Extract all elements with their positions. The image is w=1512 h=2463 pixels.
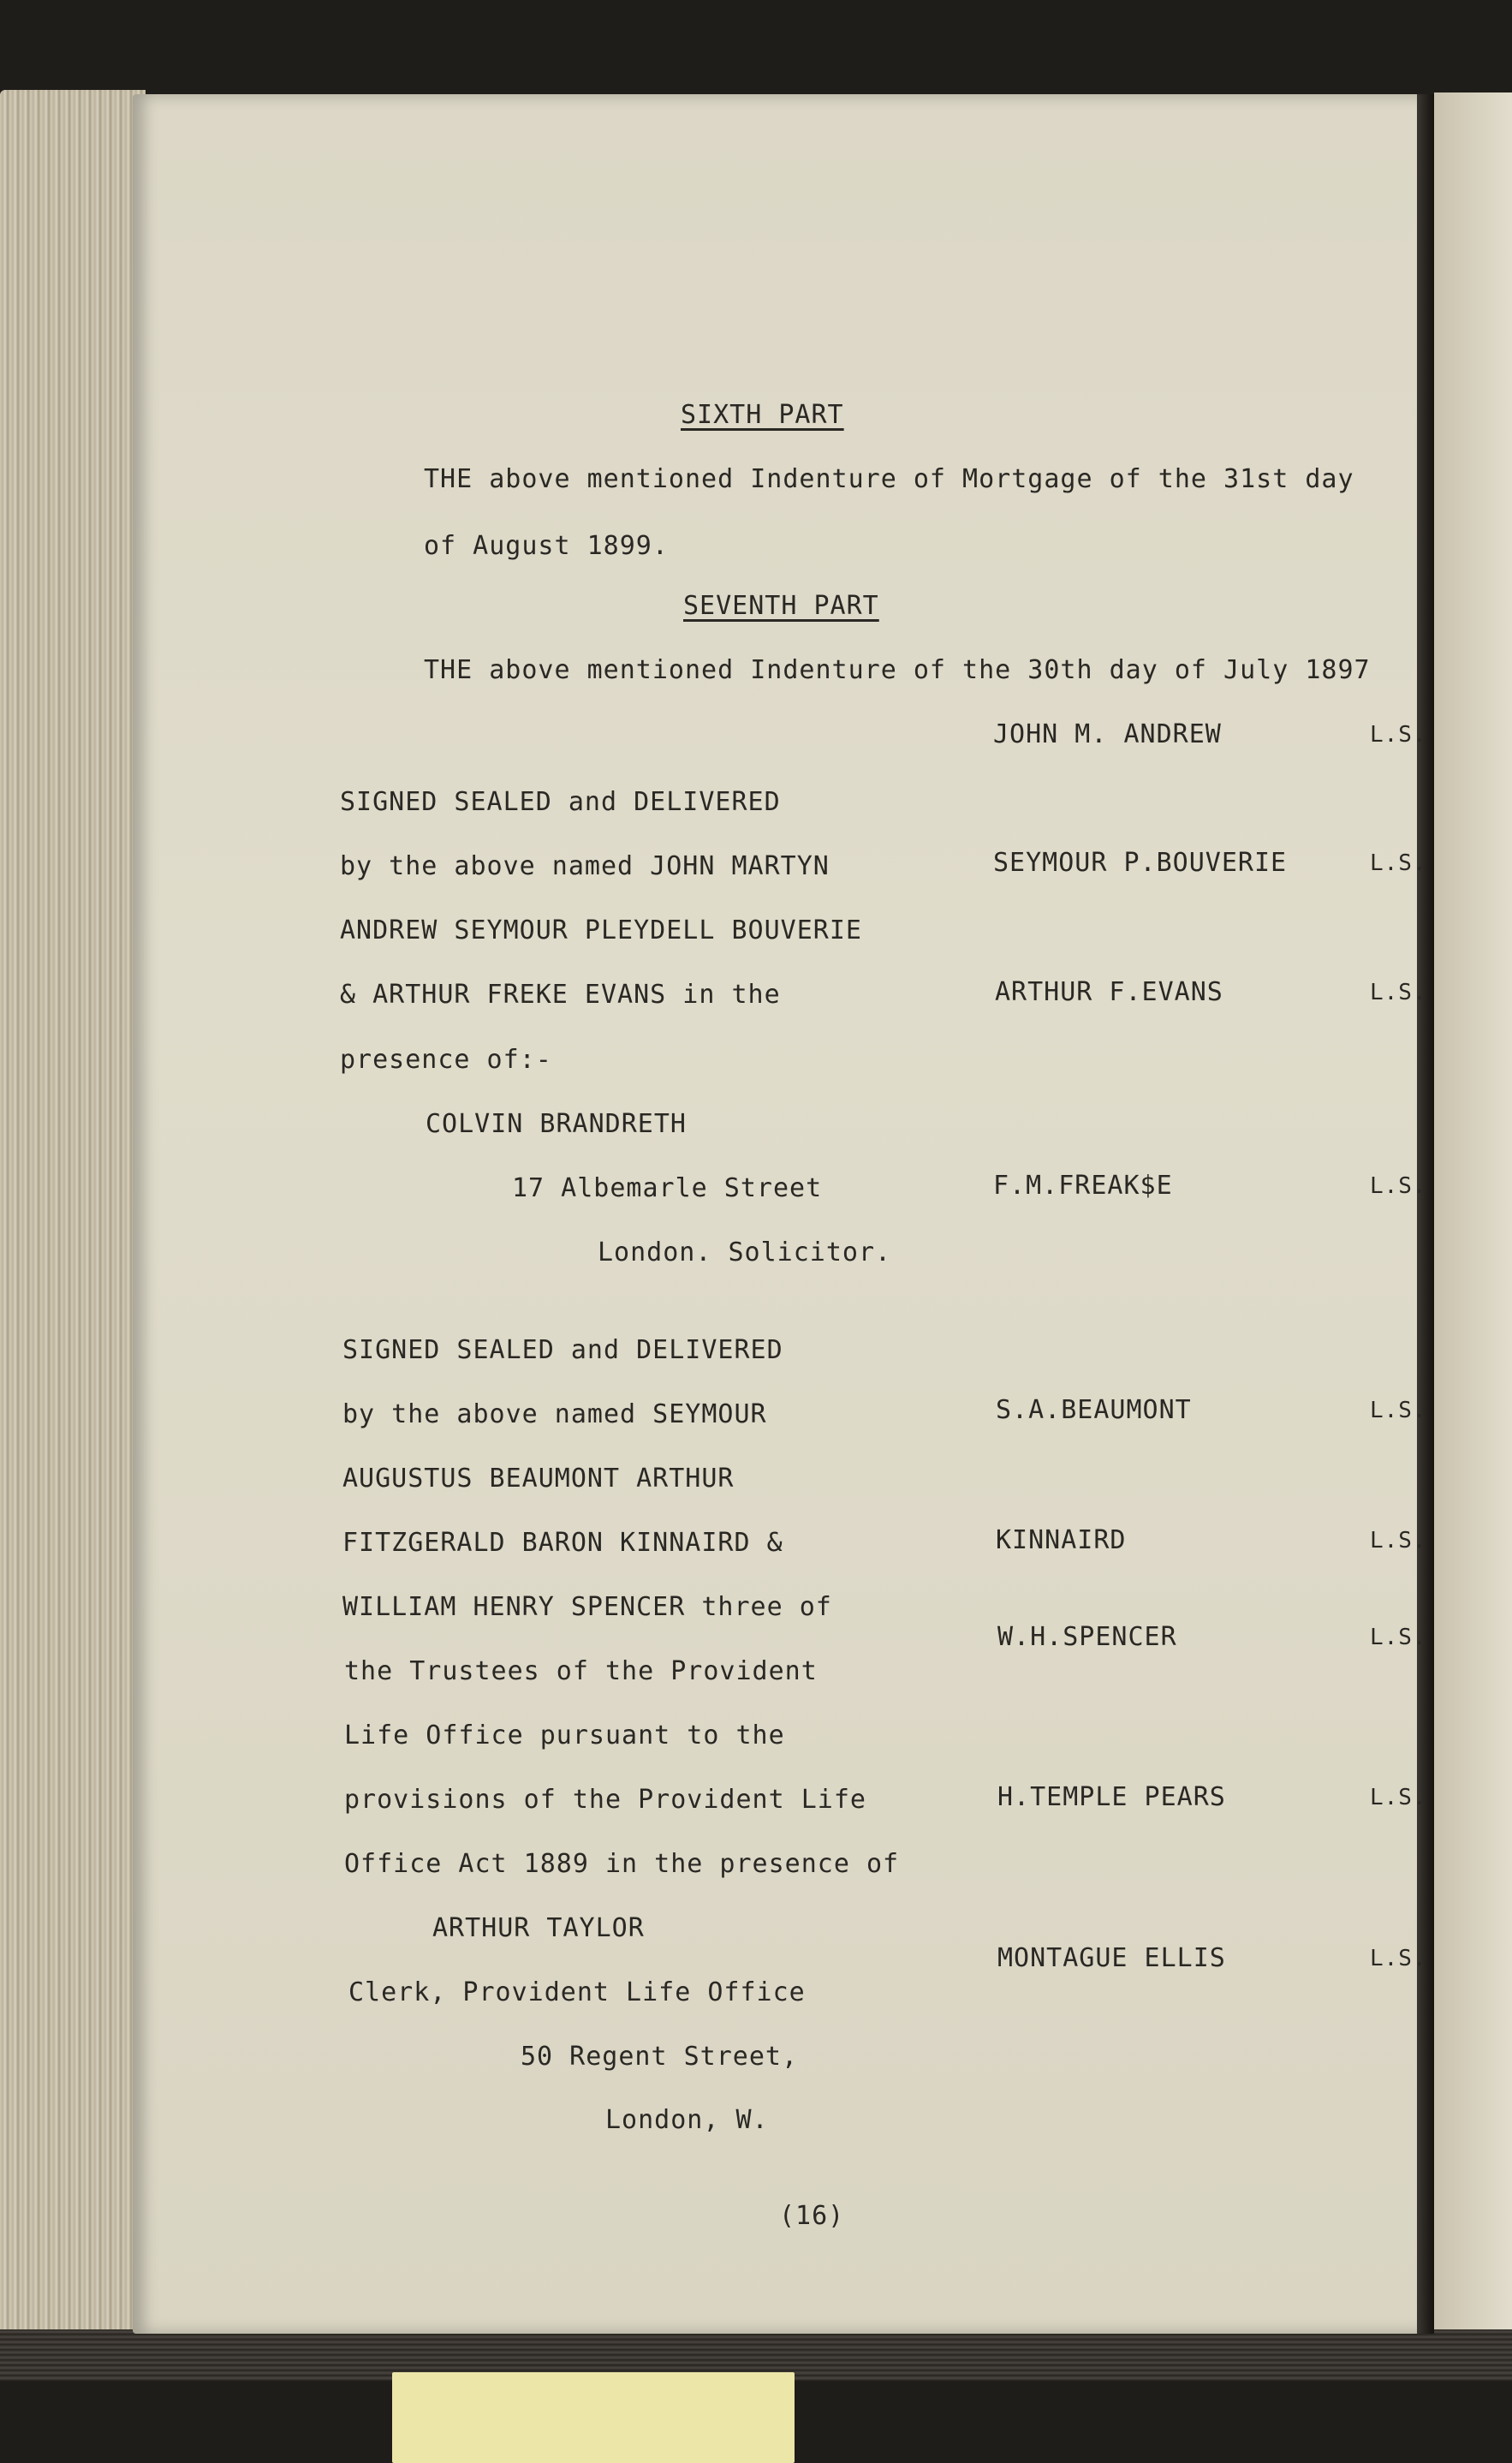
yellow-tab	[392, 2372, 795, 2463]
witness-1-occupation: London. Solicitor.	[598, 1237, 892, 1267]
attestation-2-line: the Trustees of the Provident	[344, 1656, 818, 1686]
signatory-name: H.TEMPLE PEARS	[997, 1782, 1226, 1812]
attestation-1-line: presence of:-	[340, 1045, 552, 1075]
signatory-name: F.M.FREAK$E	[993, 1171, 1173, 1201]
attestation-2-line: FITZGERALD BARON KINNAIRD &	[342, 1528, 783, 1558]
attestation-2-line: WILLIAM HENRY SPENCER three of	[342, 1592, 832, 1622]
witness-1-name: COLVIN BRANDRETH	[426, 1109, 687, 1139]
seal-mark: L.S.	[1370, 1398, 1427, 1423]
seal-mark: L.S.	[1370, 1785, 1427, 1810]
signatory-name: S.A.BEAUMONT	[996, 1395, 1192, 1425]
facing-page-edge	[1434, 92, 1512, 2345]
attestation-1-line: & ARTHUR FREKE EVANS in the	[340, 980, 781, 1010]
attestation-1-line: SIGNED SEALED and DELIVERED	[340, 787, 781, 817]
seal-mark: L.S.	[1370, 850, 1427, 876]
signatory-name: ARTHUR F.EVANS	[995, 977, 1223, 1007]
seal-mark: L.S.	[1370, 980, 1427, 1005]
seal-mark: L.S.	[1370, 1946, 1427, 1971]
signatory-name: MONTAGUE ELLIS	[997, 1943, 1226, 1973]
witness-2-name: ARTHUR TAYLOR	[432, 1913, 645, 1943]
seventh-part-heading: SEVENTH PART	[683, 591, 879, 621]
attestation-2-line: provisions of the Provident Life	[344, 1785, 866, 1815]
page-gutter-shadow	[1417, 94, 1434, 2334]
attestation-1-line: by the above named JOHN MARTYN	[340, 851, 830, 881]
sixth-part-line-1: THE above mentioned Indenture of Mortgage of the 31st day	[424, 464, 1354, 494]
attestation-2-line: SIGNED SEALED and DELIVERED	[342, 1335, 783, 1365]
page-number: (16)	[779, 2201, 845, 2231]
witness-2-occupation: Clerk, Provident Life Office	[348, 1977, 806, 2007]
witness-1-address: 17 Albemarle Street	[512, 1173, 823, 1203]
attestation-2-line: AUGUSTUS BEAUMONT ARTHUR	[342, 1464, 735, 1494]
attestation-2-line: by the above named SEYMOUR	[342, 1399, 767, 1429]
seal-mark: L.S.	[1370, 1625, 1427, 1650]
attestation-2-line: Life Office pursuant to the	[344, 1721, 785, 1750]
witness-2-address: 50 Regent Street,	[521, 2042, 799, 2072]
witness-2-city: London, W.	[605, 2105, 769, 2135]
sixth-part-heading: SIXTH PART	[681, 400, 844, 430]
signatory-name: KINNAIRD	[996, 1525, 1127, 1555]
seal-mark: L.S.	[1370, 1528, 1427, 1554]
signatory-name: W.H.SPENCER	[997, 1622, 1177, 1652]
attestation-1-line: ANDREW SEYMOUR PLEYDELL BOUVERIE	[340, 915, 862, 945]
attestation-2-line: Office Act 1889 in the presence of	[344, 1849, 900, 1879]
signatory-name: SEYMOUR P.BOUVERIE	[993, 848, 1288, 878]
seal-mark: L.S.	[1370, 1173, 1427, 1199]
sixth-part-line-2: of August 1899.	[424, 531, 669, 561]
signatory-name: JOHN M. ANDREW	[993, 719, 1222, 749]
seal-mark: L.S.	[1370, 722, 1427, 748]
seventh-part-line-1: THE above mentioned Indenture of the 30th day of July 1897	[424, 655, 1371, 685]
book-page-edges	[0, 90, 146, 2334]
